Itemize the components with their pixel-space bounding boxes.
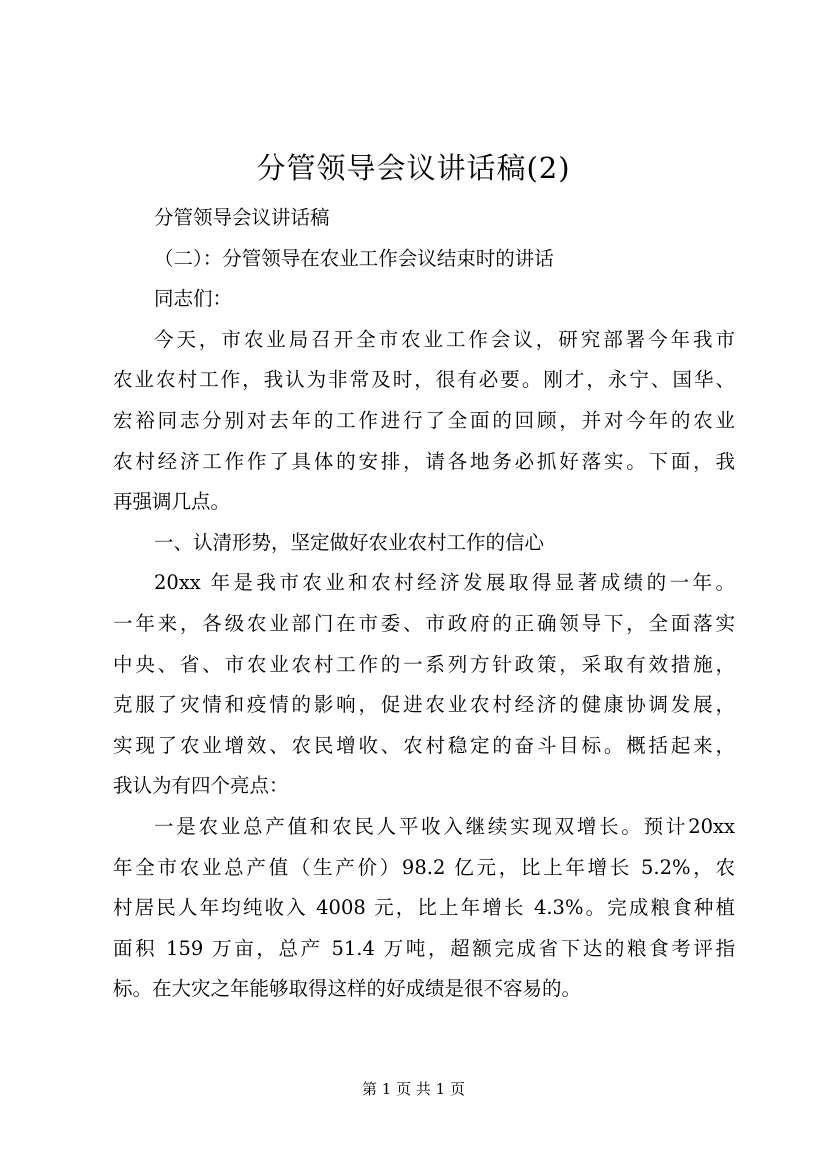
paragraph-2: [113, 563, 735, 807]
paragraph-line: 再强调几点。: [113, 490, 231, 514]
paragraph-3: [113, 807, 735, 1010]
document-body: [113, 198, 735, 1010]
paragraph-line: 面积 159 万亩，总产 51.4 万吨，超额完成省下达的粮食考评指: [113, 936, 735, 960]
document-subtitle: 分管领导会议讲话稿: [154, 206, 330, 229]
document-title: 分管领导会议讲话稿(2): [256, 151, 571, 185]
paragraph-line: 我认为有四个亮点：: [113, 774, 289, 798]
salutation: 同志们：: [154, 287, 233, 311]
paragraph-line: 一是农业总产值和农民人平收入继续实现双增长。预计20xx: [154, 814, 735, 838]
page-number-footer: 第 1 页 共 1 页: [362, 1080, 465, 1098]
paragraph-line: 今天，市农业局召开全市农业工作会议，研究部署今年我市: [154, 327, 735, 351]
paragraph-line: 宏裕同志分别对去年的工作进行了全面的回顾，并对今年的农业: [113, 408, 735, 432]
paragraph-line: 农业农村工作，我认为非常及时，很有必要。刚才，永宁、国华、: [113, 368, 735, 392]
section-heading: （二）：分管领导在农业工作会议结束时的讲话: [154, 246, 554, 270]
paragraph-line: 实现了农业增效、农民增收、农村稳定的奋斗目标。概括起来，: [113, 733, 735, 757]
paragraph-line: 20xx 年是我市农业和农村经济发展取得显著成绩的一年。: [154, 571, 735, 595]
paragraph-line: 一年来，各级农业部门在市委、市政府的正确领导下，全面落实: [113, 611, 735, 635]
paragraph-line: 克服了灾情和疫情的影响，促进农业农村经济的健康协调发展，: [113, 693, 735, 717]
paragraph-line: 村居民人年均纯收入 4008 元，比上年增长 4.3%。完成粮食种植: [113, 896, 735, 920]
paragraph-1: [113, 320, 735, 523]
paragraph-line: 中央、省、市农业农村工作的一系列方针政策，采取有效措施，: [113, 652, 735, 676]
paragraph-line: 年全市农业总产值（生产价）98.2 亿元，比上年增长 5.2%，农: [113, 855, 735, 879]
paragraph-line: 标。在大灾之年能够取得这样的好成绩是很不容易的。: [113, 977, 582, 1001]
paragraph-line: 农村经济工作作了具体的安排，请各地务必抓好落实。下面，我: [113, 449, 735, 473]
section-heading-1: 一、认清形势，坚定做好农业农村工作的信心: [154, 530, 545, 554]
